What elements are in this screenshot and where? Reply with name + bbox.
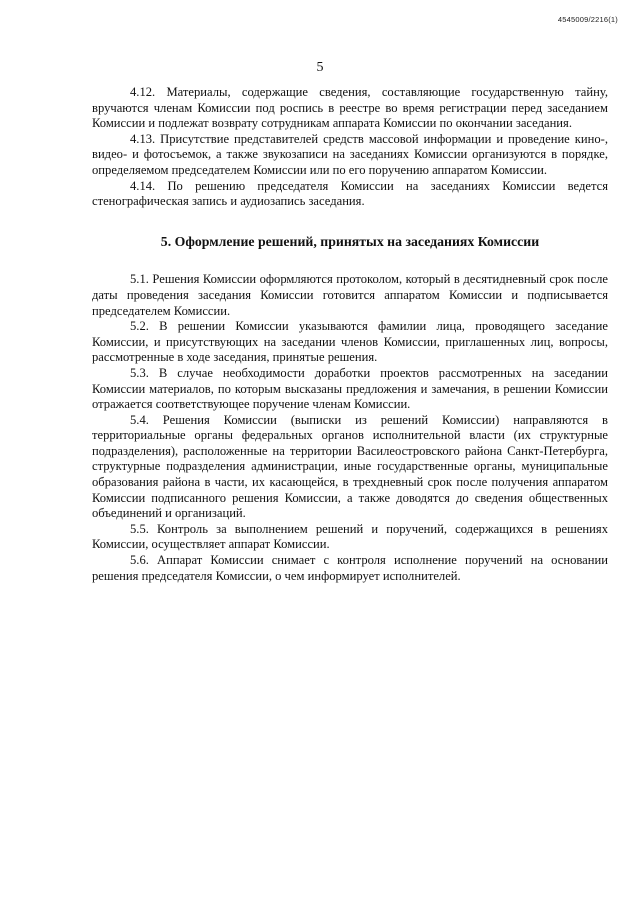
- paragraph-4-14: 4.14. По решению председателя Комиссии на заседаниях Комиссии ведется стенографическая запись и аудиозапись заседания.: [92, 178, 608, 209]
- paragraph-4-12: 4.12. Материалы, содержащие сведения, составляющие государственную тайну, вручаются членам Комиссии под роспись в реестре во время регистрации перед заседанием Комиссии и подлежат возврату сотрудникам аппарата Комиссии по окончании заседания.: [92, 85, 608, 131]
- paragraph-5-1: 5.1. Решения Комиссии оформляются протоколом, который в десятидневный срок после даты проведения заседания Комиссии готовится аппаратом Комиссии и подписывается председателем Комиссии.: [92, 272, 608, 318]
- paragraph-4-13: 4.13. Присутствие представителей средств массовой информации и проведение кино-, видео- и фотосъемок, а также звукозаписи на заседаниях Комиссии организуются в порядке, определяемом председателем Комиссии или по его поручению аппаратом Комиссии.: [92, 131, 608, 177]
- page-number: 5: [316, 60, 324, 75]
- document-body: [92, 85, 608, 584]
- paragraph-5-5: 5.5. Контроль за выполнением решений и поручений, содержащихся в решениях Комиссии, осуществляет аппарат Комиссии.: [92, 521, 608, 552]
- paragraph-5-4: 5.4. Решения Комиссии (выписки из решений Комиссии) направляются в территориальные органы федеральных органов исполнительной власти (их структурные подразделения), расположенные на территории Василеостровского района Санкт-Петербурга, структурные подразделения администрации, иные государственные органы, муниципальные образования района в части, их касающейся, в трехдневный срок после получения аппаратом Комиссии подписанного решения Комиссии, а также доводятся до сведения общественных объединений и организаций.: [92, 412, 608, 521]
- document-id: 4545009/2216(1): [557, 15, 618, 24]
- section-heading: 5. Оформление решений, принятых на заседаниях Комиссии: [160, 233, 540, 249]
- paragraph-5-6: 5.6. Аппарат Комиссии снимает с контроля исполнение поручений на основании решения председателя Комиссии, о чем информирует исполнителей.: [92, 553, 608, 583]
- paragraph-5-2: 5.2. В решении Комиссии указываются фамилии лица, проводящего заседание Комиссии, и присутствующих на заседании членов Комиссии, приглашенных лиц, вопросы, рассмотренные в ходе заседания, принятые решения.: [92, 319, 608, 365]
- paragraph-5-3: 5.3. В случае необходимости доработки проектов рассмотренных на заседании Комиссии материалов, по которым высказаны предложения и замечания, в решении Комиссии отражается соответствующее поручение членам Комиссии.: [92, 365, 608, 412]
